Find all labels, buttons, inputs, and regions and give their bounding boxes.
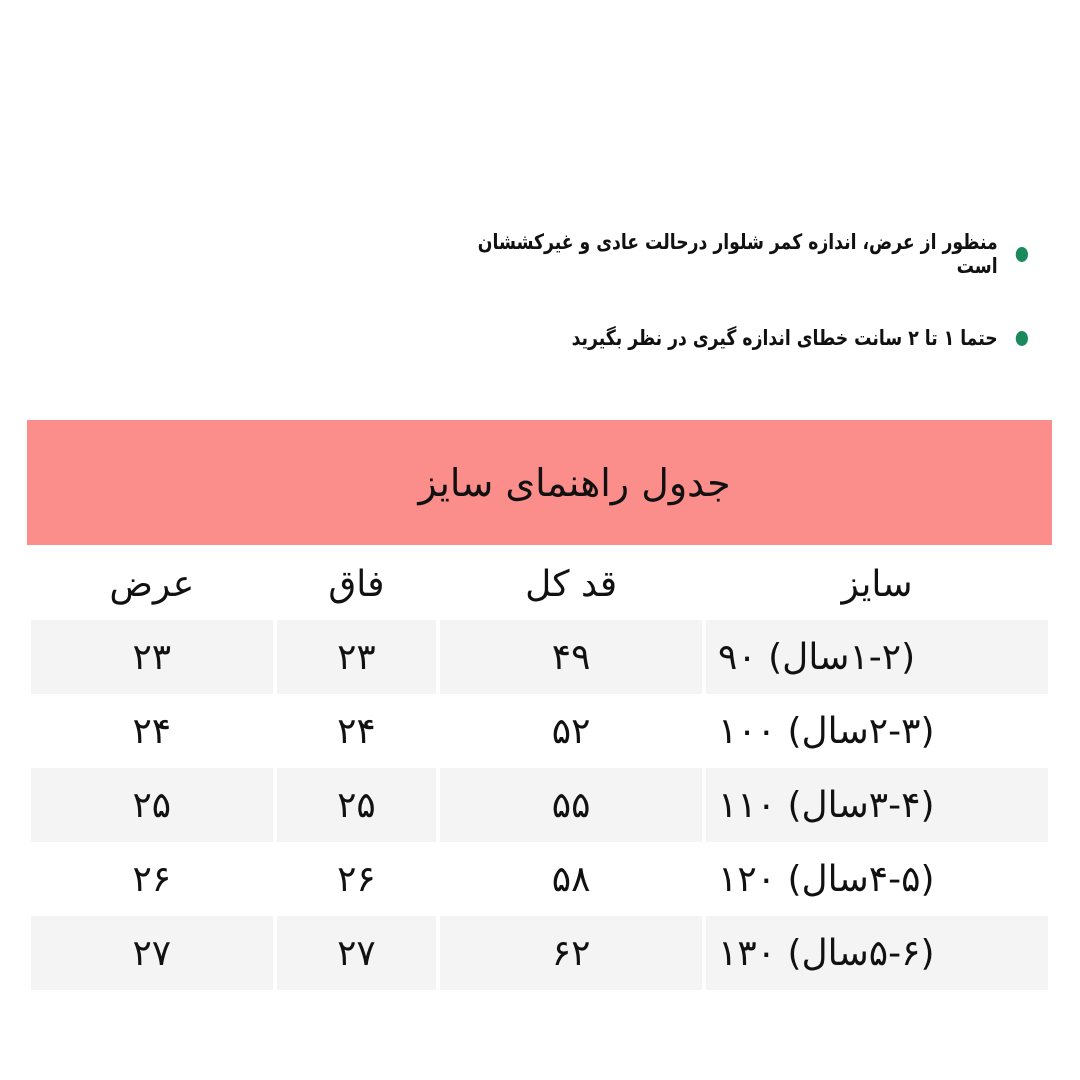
table-row bbox=[31, 916, 1048, 990]
bullet-icon bbox=[1016, 247, 1028, 262]
header-size: سایز bbox=[706, 548, 1048, 620]
cell-size: (۵-۶سال) ۱۳۰ bbox=[706, 916, 1048, 990]
cell-rise: ۲۷ bbox=[277, 916, 437, 990]
table-title-bar bbox=[27, 420, 1052, 545]
cell-length: ۵۲ bbox=[440, 694, 702, 768]
cell-rise: ۲۶ bbox=[277, 842, 437, 916]
cell-length: ۶۲ bbox=[440, 916, 702, 990]
header-rise: فاق bbox=[277, 548, 437, 620]
note-item bbox=[454, 230, 1028, 278]
cell-rise: ۲۵ bbox=[277, 768, 437, 842]
cell-width: ۲۶ bbox=[31, 842, 273, 916]
note-text: منظور از عرض، اندازه کمر شلوار درحالت عادی و غیرکششان است bbox=[477, 230, 998, 278]
note-text: حتما ۱ تا ۲ سانت خطای اندازه گیری در نظر بگیرید bbox=[571, 326, 998, 350]
header-width: عرض bbox=[31, 548, 273, 620]
table-row bbox=[31, 694, 1048, 768]
cell-width: ۲۴ bbox=[31, 694, 273, 768]
notes-list bbox=[328, 230, 1028, 404]
cell-length: ۵۵ bbox=[440, 768, 702, 842]
note-item bbox=[454, 320, 1028, 356]
cell-size: (۱-۲سال) ۹۰ bbox=[706, 620, 1048, 694]
cell-width: ۲۷ bbox=[31, 916, 273, 990]
header-length: قد کل bbox=[440, 548, 702, 620]
cell-length: ۵۸ bbox=[440, 842, 702, 916]
bullet-icon bbox=[1016, 331, 1028, 346]
table-row bbox=[31, 842, 1048, 916]
table-row bbox=[31, 620, 1048, 694]
cell-size: (۳-۴سال) ۱۱۰ bbox=[706, 768, 1048, 842]
cell-size: (۲-۳سال) ۱۰۰ bbox=[706, 694, 1048, 768]
table-title: جدول راهنمای سایز bbox=[418, 460, 731, 505]
table-row bbox=[31, 768, 1048, 842]
cell-width: ۲۵ bbox=[31, 768, 273, 842]
cell-length: ۴۹ bbox=[440, 620, 702, 694]
table-header-row bbox=[31, 548, 1048, 620]
cell-width: ۲۳ bbox=[31, 620, 273, 694]
cell-rise: ۲۴ bbox=[277, 694, 437, 768]
cell-rise: ۲۳ bbox=[277, 620, 437, 694]
cell-size: (۴-۵سال) ۱۲۰ bbox=[706, 842, 1048, 916]
size-table bbox=[27, 420, 1052, 990]
